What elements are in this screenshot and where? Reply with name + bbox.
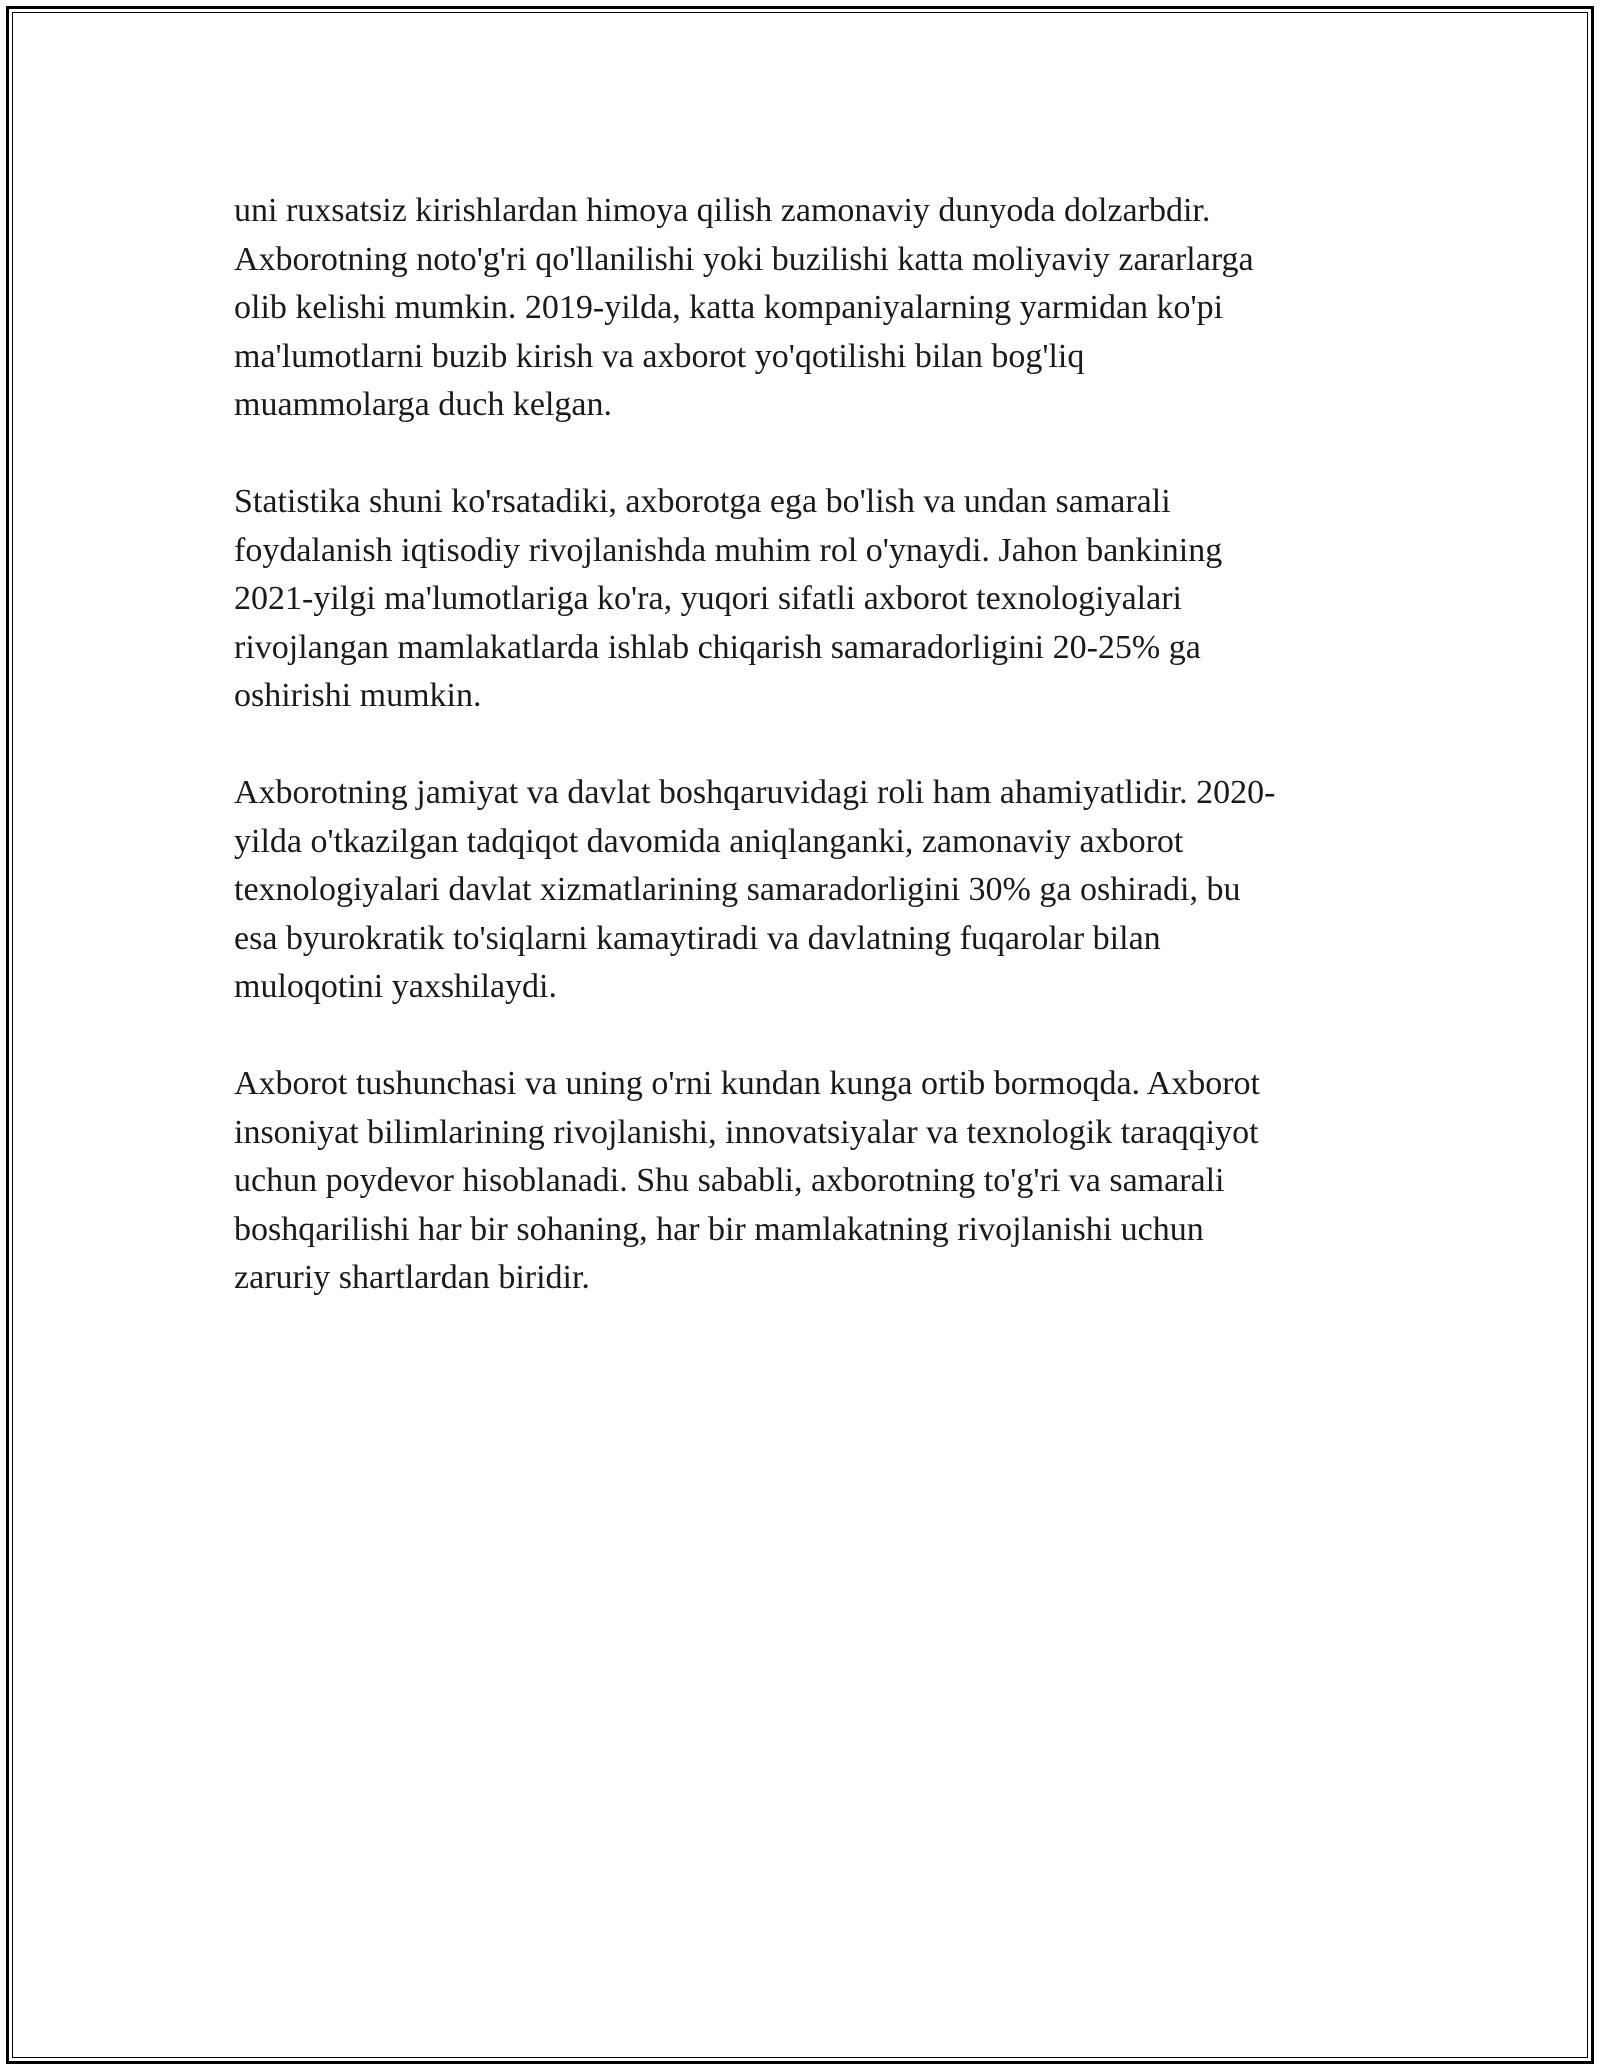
text-line: Axborot tushunchasi va uning o'rni kundan kunga ortib bormoqda. Axborot [234,1065,1260,1102]
text-line: uni ruxsatsiz kirishlardan himoya qilish zamonaviy dunyoda dolzarbdir. [234,192,1211,229]
paragraph-3 [234,769,1369,1012]
text-line: foydalanish iqtisodiy rivojlanishda muhim rol o'ynaydi. Jahon bankining [234,531,1223,569]
text-line: yilda o'tkazilgan tadqiqot davomida aniqlanganki, zamonaviy axborot [234,822,1184,860]
text-line: oshirishi mumkin. [234,677,482,714]
text-line: muloqotini yaxshilaydi. [234,968,557,1005]
text-line: esa byurokratik to'siqlarni kamaytiradi va davlatning fuqarolar bilan [234,919,1161,957]
text-line: muammolarga duch kelgan. [234,386,612,423]
text-line: Axborotning jamiyat va davlat boshqaruvidagi roli ham ahamiyatlidir. 2020- [234,774,1276,811]
document-body [234,187,1369,1351]
text-line: Statistika shuni ko'rsatadiki, axborotga ega bo'lish va undan samarali [234,483,1171,520]
text-line: zaruriy shartlardan biridir. [234,1259,590,1296]
paragraph-2 [234,478,1369,721]
paragraph-4 [234,1060,1369,1303]
text-line: texnologiyalari davlat xizmatlarining samaradorligini 30% ga oshiradi, bu [234,871,1241,908]
text-line: insoniyat bilimlarining rivojlanishi, innovatsiyalar va texnologik taraqqiyot [234,1113,1259,1151]
paragraph-1 [234,187,1369,430]
text-line: olib kelishi mumkin. 2019-yilda, katta kompaniyalarning yarmidan ko'pi [234,289,1224,326]
text-line: rivojlangan mamlakatlarda ishlab chiqarish samaradorligini 20-25% ga [234,628,1201,666]
text-line: ma'lumotlarni buzib kirish va axborot yo'qotilishi bilan bog'liq [234,337,1085,375]
text-line: 2021-yilgi ma'lumotlariga ko'ra, yuqori sifatli axborot texnologiyalari [234,580,1182,617]
text-line: Axborotning noto'g'ri qo'llanilishi yoki buzilishi katta moliyaviy zararlarga [234,240,1254,278]
text-line: uchun poydevor hisoblanadi. Shu sababli, axborotning to'g'ri va samarali [234,1162,1225,1199]
text-line: boshqarilishi har bir sohaning, har bir mamlakatning rivojlanishi uchun [234,1210,1204,1248]
